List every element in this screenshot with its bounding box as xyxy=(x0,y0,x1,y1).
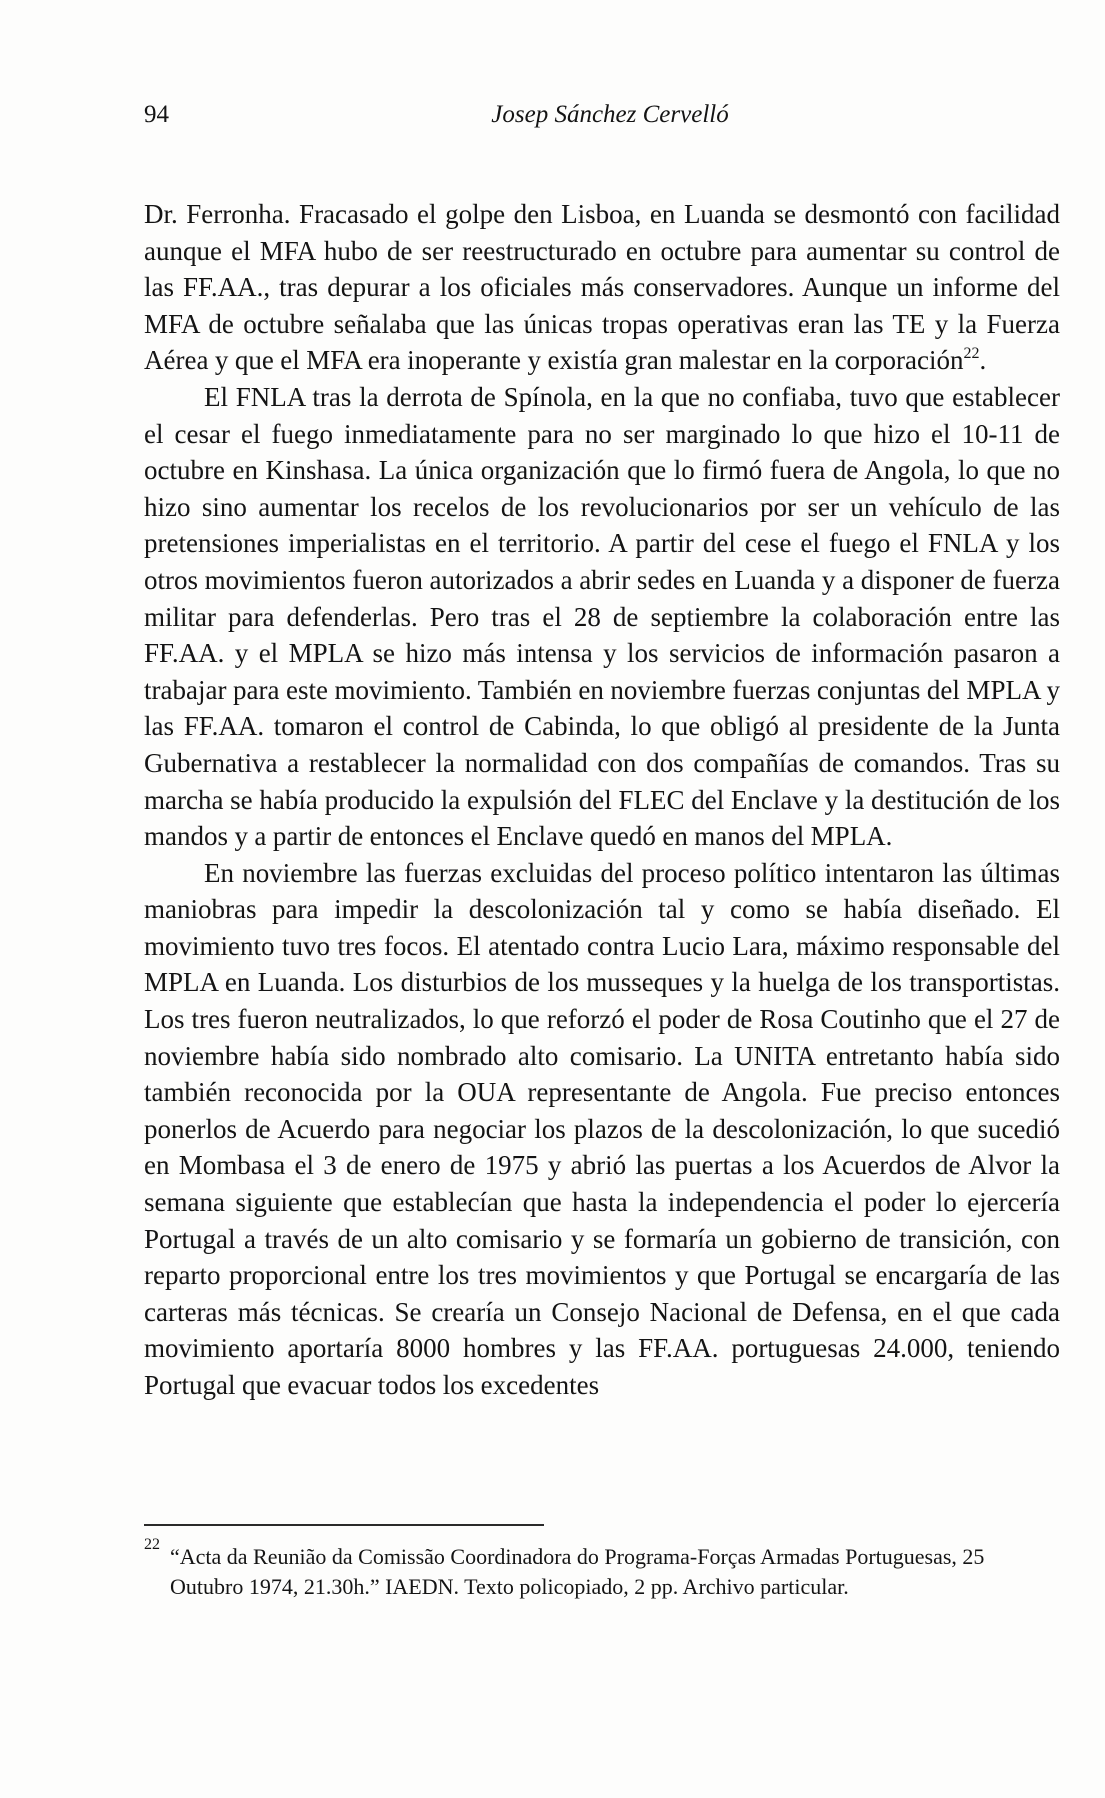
footnote-text: “Acta da Reunião da Comissão Coordinadora do Programa-Forças Armadas Portuguesas, 25 Outubro 1974, 21.30h.” IAEDN. Texto policopiado, 2 pp. Archivo particular. xyxy=(170,1544,985,1599)
page-number: 94 xyxy=(144,101,169,128)
footnote-reference[interactable]: 22 xyxy=(963,345,980,363)
paragraph-1-text: Dr. Ferronha. Fracasado el golpe den Lisboa, en Luanda se desmontó con facilidad aunque el MFA hubo de ser reestructurado en octubre para aumentar su control de las FF.AA., tras depurar a los oficiales más conservadores. Aunque un informe del MFA de octubre señalaba que las únicas tropas operativas eran las TE y la Fuerza Aérea y que el MFA era inoperante y existía gran malestar en la corporación xyxy=(144,199,1060,376)
footnote-marker: 22 xyxy=(144,1536,160,1553)
paragraph-1-end: . xyxy=(979,345,987,376)
paragraph-3: En noviembre las fuerzas excluidas del proceso político intentaron las últimas maniobras para impedir la descolonización tal y como se había diseñado. El movimiento tuvo tres focos. El atentado contra Lucio Lara, máximo responsable del MPLA en Luanda. Los disturbios de los musseques y la huelga de los transportistas. Los tres fueron neutralizados, lo que reforzó el poder de Rosa Coutinho que el 27 de noviembre había sido nombrado alto comisario. La UNITA entretanto había sido también reconocida por la OUA representante de Angola. Fue preciso entonces ponerlos de Acuerdo para negociar los plazos de la descolonización, lo que sucedió en Mombasa el 3 de enero de 1975 y abrió las puertas a los Acuerdos de Alvor la semana siguiente que establecían que hasta la independencia el poder lo ejercería Portugal a través de un alto comisario y se formaría un gobierno de transición, con reparto proporcional entre los tres movimientos y que Portugal se encargaría de las carteras más técnicas. Se crearía un Consejo Nacional de Defensa, en el que cada movimiento aportaría 8000 hombres y las FF.AA. portuguesas 24.000, teniendo Portugal que evacuar todos los excedentes xyxy=(144,857,1060,1400)
footnote xyxy=(144,1528,1060,1602)
paragraph-1 xyxy=(144,196,1060,379)
footnote-divider xyxy=(144,1524,544,1526)
page-header xyxy=(144,101,1060,135)
running-title: Josep Sánchez Cervelló xyxy=(491,101,729,128)
paragraph-2: El FNLA tras la derrota de Spínola, en la que no confiaba, tuvo que establecer el cesar el fuego inmediatamente para no ser marginado lo que hizo el 10-11 de octubre en Kinshasa. La única organización que lo firmó fuera de Angola, lo que no hizo sino aumentar los recelos de los revolucionarios por ser un vehículo de las pretensiones imperialistas en el territorio. A partir del cese el fuego el FNLA y los otros movimientos fueron autorizados a abrir sedes en Luanda y a disponer de fuerza militar para defenderlas. Pero tras el 28 de septiembre la colaboración entre las FF.AA. y el MPLA se hizo más intensa y los servicios de información pasaron a trabajar para este movimiento. También en noviembre fuerzas conjuntas del MPLA y las FF.AA. tomaron el control de Cabinda, lo que obligó al presidente de la Junta Gubernativa a restablecer la normalidad con dos compañías de comandos. Tras su marcha se había producido la expulsión del FLEC del Enclave y la destitución de los mandos y a partir de entonces el Enclave quedó en manos del MPLA. xyxy=(144,381,1060,852)
body-text xyxy=(144,196,1060,1404)
